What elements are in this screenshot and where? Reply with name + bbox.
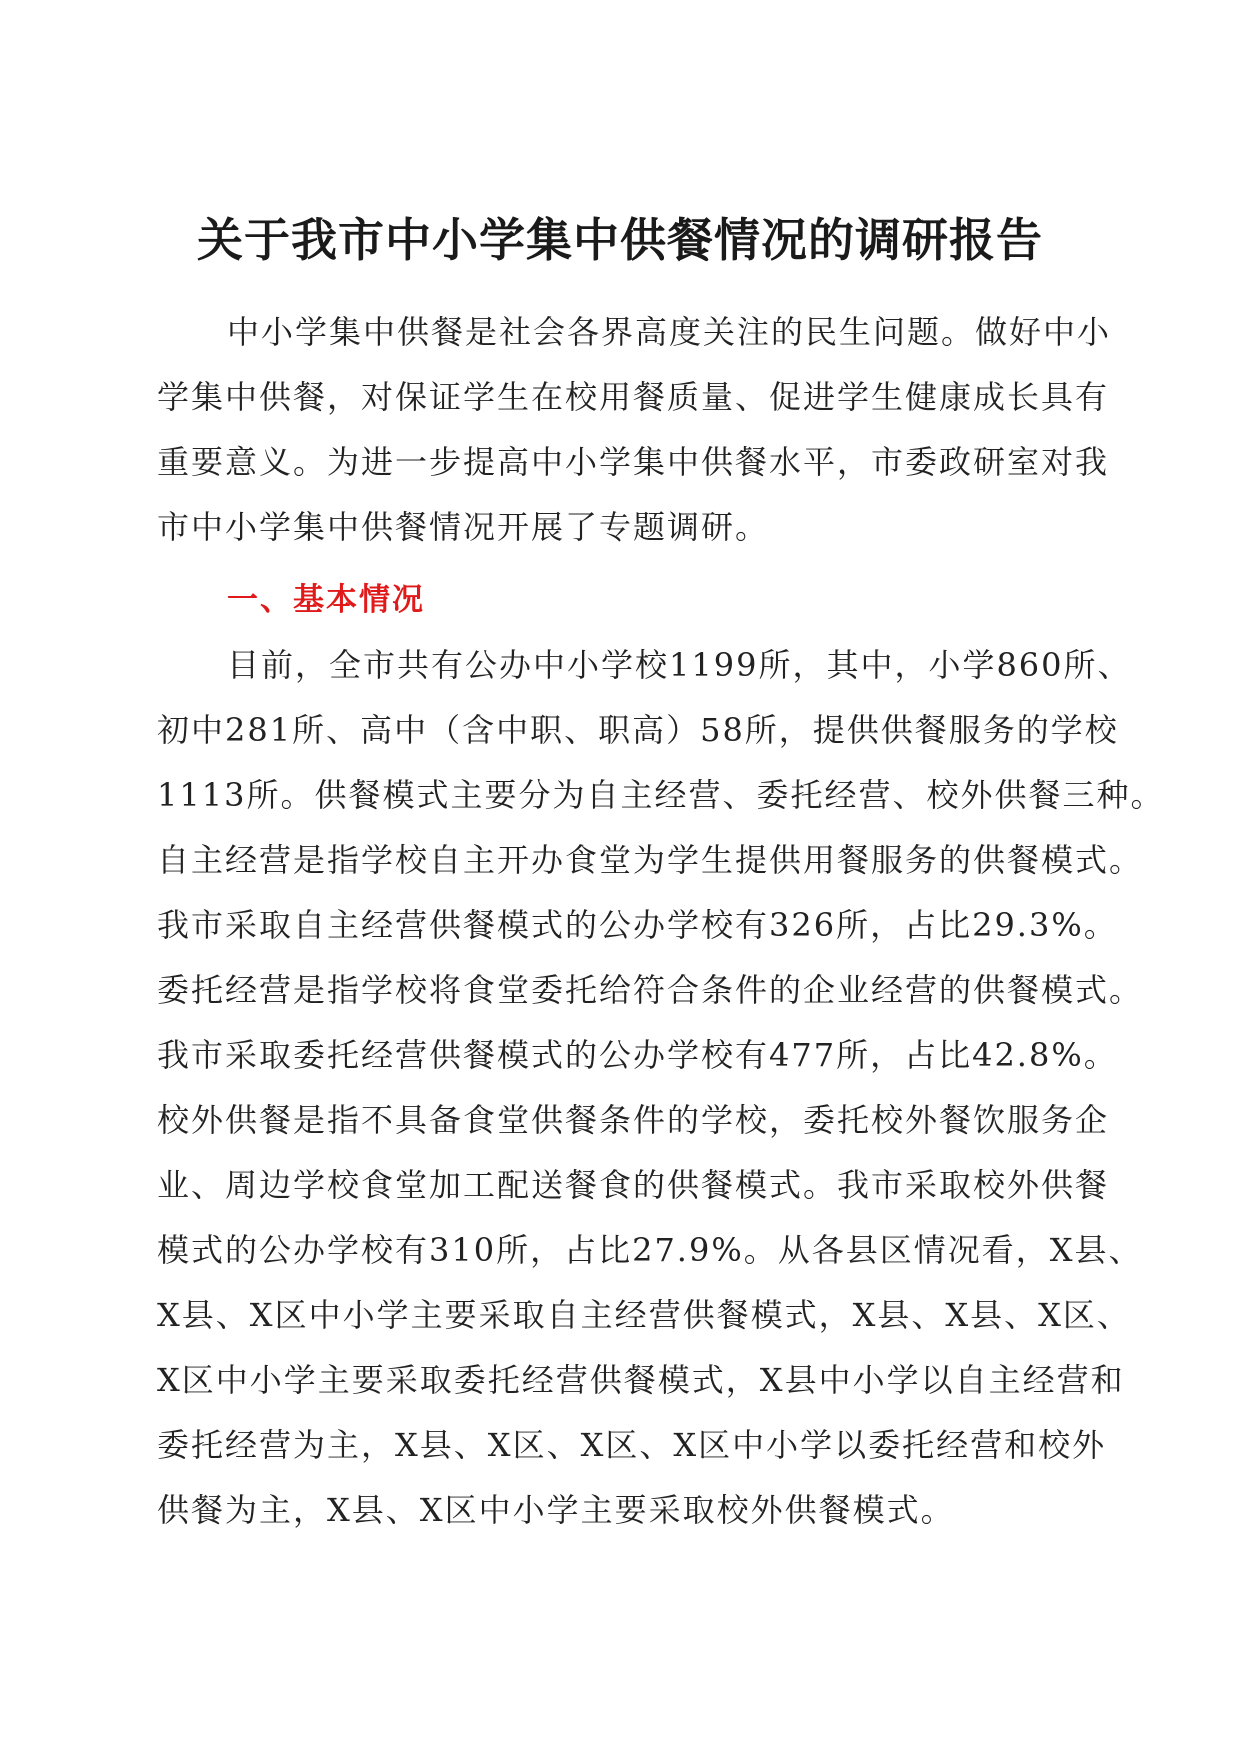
paragraph-line: 市中小学集中供餐情况开展了专题调研。	[157, 508, 770, 546]
paragraph-line: X区中小学主要采取委托经营供餐模式，X县中小学以自主经营和	[157, 1361, 1125, 1399]
document-title: 关于我市中小学集中供餐情况的调研报告	[197, 213, 1043, 267]
paragraph-line: 中小学集中供餐是社会各界高度关注的民生问题。做好中小	[227, 313, 1112, 351]
paragraph-line: 校外供餐是指不具备食堂供餐条件的学校，委托校外餐饮服务企	[157, 1101, 1110, 1139]
paragraph-line: 委托经营是指学校将食堂委托给符合条件的企业经营的供餐模式。	[157, 971, 1144, 1009]
paragraph-line: 委托经营为主，X县、X区、X区、X区中小学以委托经营和校外	[157, 1426, 1107, 1464]
paragraph-line: 供餐为主，X县、X区中小学主要采取校外供餐模式。	[157, 1491, 955, 1529]
section-heading: 一、基本情况	[227, 582, 425, 618]
basic-info-paragraph	[157, 633, 1165, 1543]
paragraph-line: 目前，全市共有公办中小学校1199所，其中，小学860所、	[227, 646, 1132, 684]
paragraph-line: 我市采取自主经营供餐模式的公办学校有326所，占比29.3%。	[157, 906, 1118, 944]
paragraph-line: 我市采取委托经营供餐模式的公办学校有477所，占比42.8%。	[157, 1036, 1118, 1074]
intro-paragraph	[157, 300, 1112, 560]
paragraph-line: 模式的公办学校有310所，占比27.9%。从各县区情况看，X县、	[157, 1231, 1143, 1269]
paragraph-line: X县、X区中小学主要采取自主经营供餐模式，X县、X县、X区、	[157, 1296, 1131, 1334]
paragraph-line: 初中281所、高中（含中职、职高）58所，提供供餐服务的学校	[157, 711, 1119, 749]
paragraph-line: 学集中供餐，对保证学生在校用餐质量、促进学生健康成长具有	[157, 378, 1110, 416]
paragraph-line: 重要意义。为进一步提高中小学集中供餐水平，市委政研室对我	[157, 443, 1110, 481]
paragraph-line: 自主经营是指学校自主开办食堂为学生提供用餐服务的供餐模式。	[157, 841, 1144, 879]
paragraph-line: 业、周边学校食堂加工配送餐食的供餐模式。我市采取校外供餐	[157, 1166, 1110, 1204]
paragraph-line: 1113所。供餐模式主要分为自主经营、委托经营、校外供餐三种。	[157, 776, 1165, 814]
section-heading-block	[157, 568, 1087, 633]
